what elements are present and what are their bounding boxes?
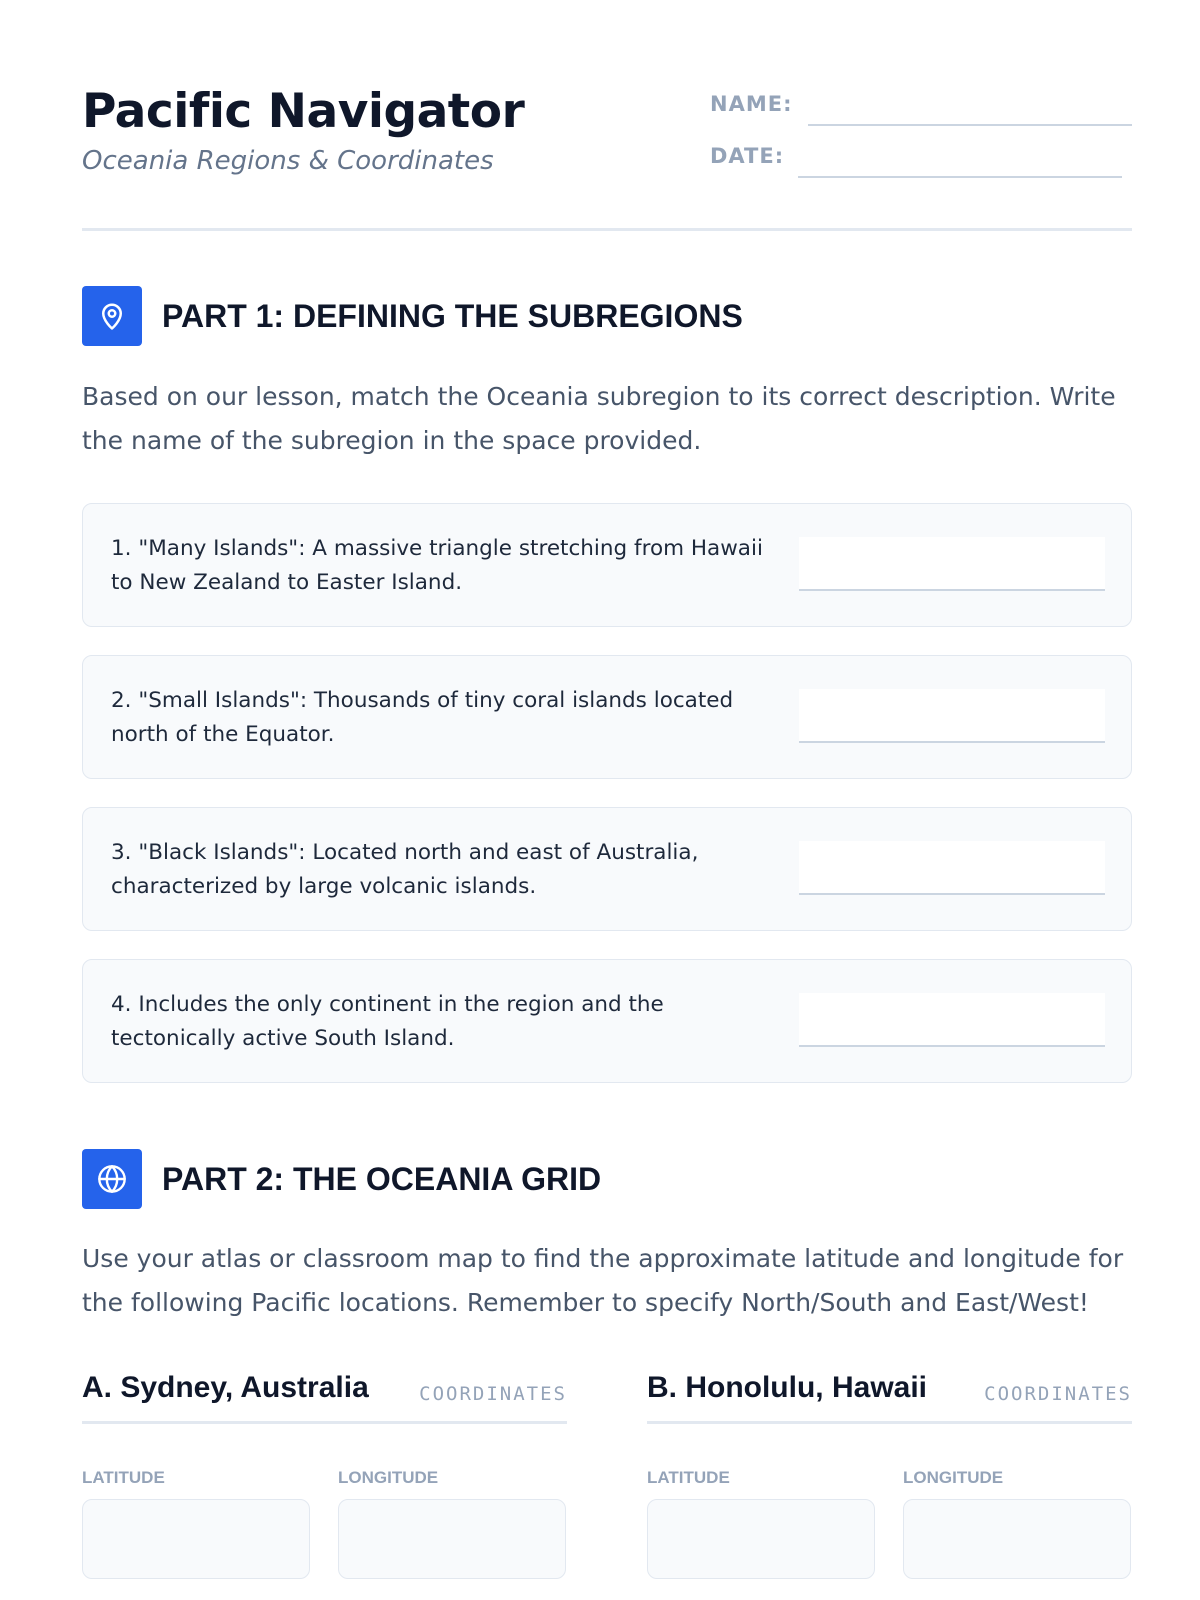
location-divider xyxy=(647,1421,1132,1424)
name-field[interactable] xyxy=(808,124,1132,126)
page-title: Pacific Navigator xyxy=(82,84,525,139)
header-divider xyxy=(82,228,1132,231)
question-card-3 xyxy=(82,807,1132,931)
location-card-sydney xyxy=(82,1371,567,1591)
longitude-field[interactable] xyxy=(903,1499,1131,1579)
answer-field-2[interactable] xyxy=(799,689,1105,743)
location-name: B. Honolulu, Hawaii xyxy=(647,1371,928,1404)
longitude-field[interactable] xyxy=(338,1499,566,1579)
question-card-4 xyxy=(82,959,1132,1083)
latitude-field[interactable] xyxy=(647,1499,875,1579)
part1-title: PART 1: DEFINING THE SUBREGIONS xyxy=(162,298,743,334)
answer-field-4[interactable] xyxy=(799,993,1105,1047)
part2-instructions: Use your atlas or classroom map to find the approximate latitude and longitude for the following Pacific locations. Remember to specify North/South and East/West! xyxy=(82,1244,1124,1317)
question-card-2 xyxy=(82,655,1132,779)
latitude-label: LATITUDE xyxy=(82,1468,165,1487)
part1-instructions: Based on our lesson, match the Oceania subregion to its correct description. Write the name of the subregion in the space provided. xyxy=(82,382,1116,455)
part1-heading xyxy=(82,286,1132,346)
answer-field-1[interactable] xyxy=(799,537,1105,591)
part2-title: PART 2: THE OCEANIA GRID xyxy=(162,1161,602,1197)
worksheet-header xyxy=(82,80,1132,230)
date-label: DATE: xyxy=(710,144,785,168)
answer-field-3[interactable] xyxy=(799,841,1105,895)
date-row xyxy=(710,138,1122,178)
coordinates-tag: COORDINATES xyxy=(984,1383,1132,1405)
longitude-label: LONGITUDE xyxy=(903,1468,1004,1487)
part2-heading xyxy=(82,1149,1132,1209)
location-card-honolulu xyxy=(647,1371,1132,1591)
question-text-3: 3. "Black Islands": Located north and east of Australia, characterized by large volcanic islands. xyxy=(111,840,699,899)
page-subtitle: Oceania Regions & Coordinates xyxy=(82,146,494,176)
globe-icon xyxy=(82,1149,142,1209)
date-field[interactable] xyxy=(798,176,1122,178)
map-pin-icon xyxy=(82,286,142,346)
question-text-2: 2. "Small Islands": Thousands of tiny coral islands located north of the Equator. xyxy=(111,688,734,747)
name-label: NAME: xyxy=(710,92,793,116)
name-row xyxy=(710,86,1132,126)
location-divider xyxy=(82,1421,567,1424)
coordinates-tag: COORDINATES xyxy=(419,1383,567,1405)
location-name: A. Sydney, Australia xyxy=(82,1371,369,1404)
question-text-1: 1. "Many Islands": A massive triangle stretching from Hawaii to New Zealand to Easter Island. xyxy=(111,536,763,595)
latitude-label: LATITUDE xyxy=(647,1468,730,1487)
question-text-4: 4. Includes the only continent in the region and the tectonically active South Island. xyxy=(111,992,664,1051)
latitude-field[interactable] xyxy=(82,1499,310,1579)
question-card-1 xyxy=(82,503,1132,627)
longitude-label: LONGITUDE xyxy=(338,1468,439,1487)
